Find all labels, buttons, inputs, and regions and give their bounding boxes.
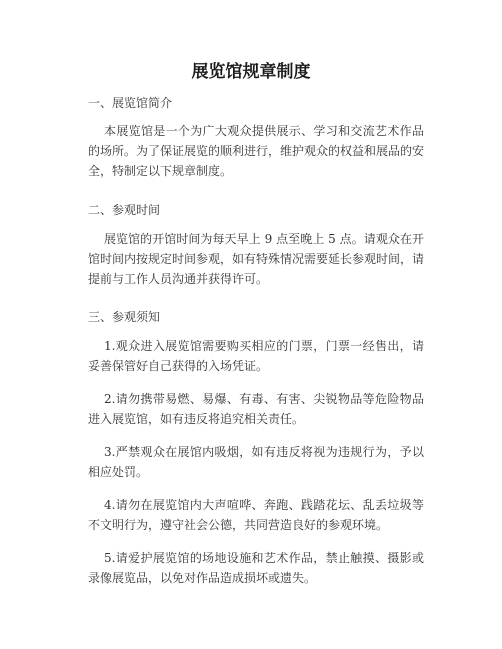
rule-item-2: 2.请勿携带易燃、易爆、有毒、有害、尖锐物品等危险物品进入展览馆，如有违反将追究相关责任。 (88, 392, 424, 426)
section-heading-intro: 一、展览馆简介 (88, 96, 173, 110)
section-heading-hours: 二、参观时间 (88, 203, 161, 217)
rule-item-4: 4.请勿在展览馆内大声喧哗、奔跑、践踏花坛、乱丢垃圾等不文明行为，遵守社会公德，共同营造良好的参观环境。 (88, 498, 424, 532)
document-title: 展览馆规章制度 (191, 62, 311, 82)
section-paragraph: 展览馆的开馆时间为每天早上 9 点至晚上 5 点。请观众在开馆时间内按规定时间参观，如有特殊情况需要延长参观时间，请提前与工作人员沟通并获得许可。 (88, 232, 425, 286)
section-paragraph: 本展览馆是一个为广大观众提供展示、学习和交流艺术作品的场所。为了保证展览的顺利进行，维护观众的权益和展品的安全，特制定以下规章制度。 (88, 124, 425, 178)
section-heading-rules: 三、参观须知 (88, 310, 161, 324)
rule-item-5: 5.请爱护展览馆的场地设施和艺术作品，禁止触摸、摄影或录像展览品，以免对作品造成损坏或遗失。 (88, 551, 424, 585)
rule-item-1: 1.观众进入展览馆需要购买相应的门票，门票一经售出，请妥善保管好自己获得的入场凭证。 (88, 339, 424, 373)
rule-item-3: 3.严禁观众在展馆内吸烟，如有违反将视为违规行为，予以相应处罚。 (88, 445, 424, 479)
